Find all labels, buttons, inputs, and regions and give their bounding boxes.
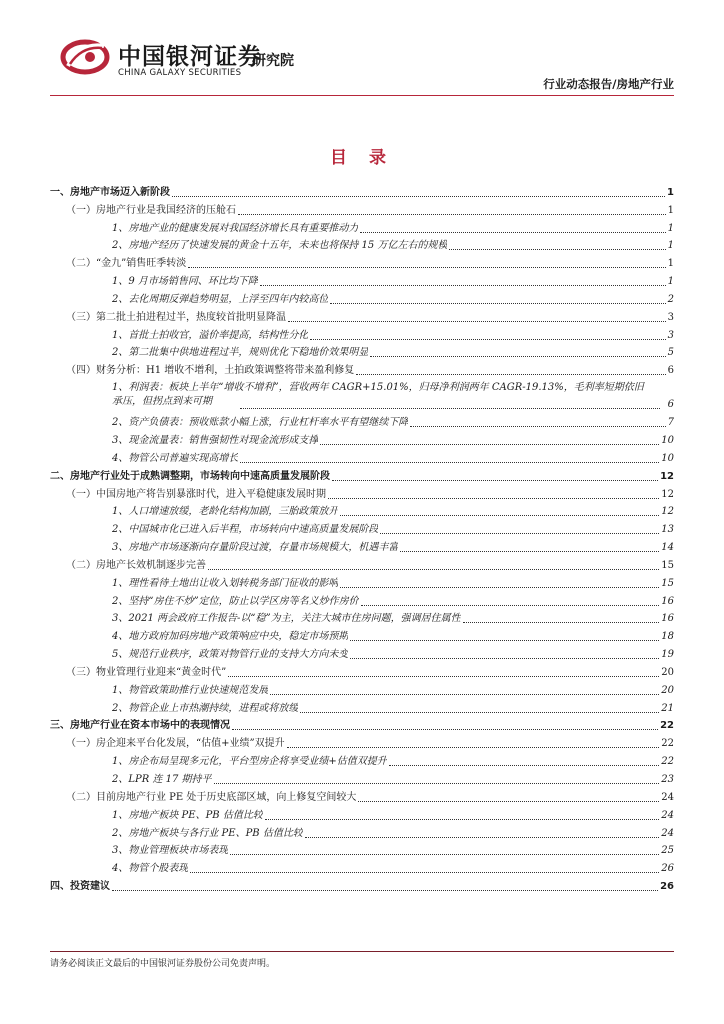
toc-item[interactable] (50, 858, 674, 876)
toc-page-number: 23 (661, 774, 674, 785)
dot-leader (410, 426, 665, 427)
dot-leader (400, 551, 659, 552)
dot-leader (356, 374, 665, 375)
toc-entry-title: 2、LPR 连 17 期持平 (112, 774, 212, 785)
dot-leader (228, 676, 659, 677)
toc-subsection[interactable] (50, 200, 674, 218)
page-header (0, 0, 724, 96)
dot-leader (350, 658, 659, 659)
toc-item[interactable] (50, 236, 674, 254)
toc-item[interactable] (50, 680, 674, 698)
toc-page-number: 24 (661, 791, 674, 803)
toc-page-number: 22 (661, 756, 674, 768)
dot-leader (310, 339, 665, 340)
toc-entry-title: 1、首批土拍收官，溢价率提高，结构性分化 (112, 329, 309, 341)
dot-leader (208, 569, 659, 570)
dot-leader (361, 605, 660, 606)
toc-entry-title: 2、去化周期反弹趋势明显，上浮至四年内较高位 (112, 293, 329, 305)
toc-item[interactable] (50, 805, 674, 823)
toc-page-number: 12 (660, 470, 674, 482)
toc-item[interactable] (50, 591, 674, 609)
toc-page-number: 1 (667, 204, 674, 216)
toc-entry-title: （二）房地产长效机制逐步完善 (66, 559, 206, 571)
toc-page-number: 14 (661, 542, 674, 554)
toc-item[interactable] (50, 343, 674, 361)
toc-subsection[interactable] (50, 484, 674, 502)
toc-entry-title: 四、投资建议 (50, 881, 110, 893)
toc-page-number: 1 (667, 222, 674, 234)
report-type: 行业动态报告/房地产行业 (543, 77, 674, 91)
toc-entry-title: （二）目前房地产行业 PE 处于历史底部区域，向上修复空间较大 (66, 791, 357, 803)
toc-page-number: 10 (661, 452, 674, 464)
toc-entry-title: 二、房地产行业处于成熟调整期，市场转向中速高质量发展阶段 (50, 470, 330, 482)
toc-entry-title: 3、2021 两会政府工作报告-以“稳”为主，关注大城市住房问题，强调居住属性 (112, 613, 461, 625)
toc-entry-title: 1、房地产板块 PE、PB 估值比较 (112, 809, 263, 821)
header-divider (50, 95, 674, 96)
dot-leader (360, 232, 665, 233)
toc-page-number: 16 (661, 613, 674, 625)
toc-page-number: 24 (661, 827, 674, 839)
toc-entry-title: 1、利润表：板块上半年“增收不增利”，营收两年 CAGR+15.01%，归母净利润两年 CAGR-19.13%，毛利率短期依旧承压，但拐点到来可期 (112, 382, 644, 408)
toc-item[interactable] (50, 289, 674, 307)
dot-leader (288, 321, 666, 322)
dot-leader (463, 622, 660, 623)
toc-item[interactable] (50, 609, 674, 627)
toc-page-number: 25 (661, 845, 674, 857)
toc-entry-title: 2、坚持“房住不炒”定位，防止以学区房等名义炒作房价 (112, 595, 359, 607)
toc-page-number: 7 (667, 417, 674, 429)
toc-entry-title: （一）中国房地产将告别暴涨时代，进入平稳健康发展时期 (66, 488, 326, 500)
toc-entry-title: 3、现金流量表：销售强韧性对现金流形成支撑 (112, 434, 319, 446)
toc-entry-title: 1、理性看待土地出让收入划转税务部门征收的影响 (112, 577, 339, 589)
toc-page-number: 24 (661, 809, 674, 821)
toc-subsection[interactable] (50, 253, 674, 271)
toc-entry-title: 1、9 月市场销售同、环比均下降 (112, 276, 258, 288)
dot-leader (188, 267, 665, 268)
toc-entry-title: 2、房地产板块与各行业 PE、PB 估值比较 (112, 827, 303, 839)
toc-subsection[interactable] (50, 555, 674, 573)
dot-leader (214, 783, 660, 784)
dot-leader (300, 712, 659, 713)
toc-item[interactable] (50, 644, 674, 662)
toc-page-number: 18 (661, 631, 674, 643)
toc-page-number: 12 (661, 506, 674, 518)
dot-leader (350, 640, 659, 641)
toc-entry-title: 5、规范行业秩序，政策对物管行业的支持大方向未变 (112, 649, 349, 661)
toc-section[interactable] (50, 716, 674, 734)
toc-item[interactable] (50, 448, 674, 466)
dot-leader (380, 533, 659, 534)
dot-leader (232, 729, 658, 730)
dot-leader (332, 480, 658, 481)
toc-page-number: 10 (661, 434, 674, 446)
dot-leader (370, 356, 665, 357)
toc-entry-title: （四）财务分析：H1 增收不增利，土拍政策调整将带来盈利修复 (66, 365, 355, 377)
toc-page-number: 6 (667, 399, 674, 411)
dot-leader (340, 587, 659, 588)
toc-item[interactable] (50, 519, 674, 537)
toc-item[interactable] (50, 769, 674, 787)
toc-item[interactable] (50, 626, 674, 644)
toc-entry-title: 4、物管个股表现 (112, 863, 189, 875)
dot-leader (265, 819, 659, 820)
toc-item[interactable] (50, 698, 674, 716)
toc-item[interactable] (50, 573, 674, 591)
toc-page-number: 2 (667, 293, 674, 305)
toc-page-number: 1 (667, 258, 674, 270)
dot-leader (389, 765, 660, 766)
dot-leader (330, 303, 665, 304)
toc-page-number: 15 (661, 559, 674, 571)
toc-entry-title: 4、物管公司普遍实现高增长 (112, 452, 239, 464)
division-label: 研究院 (252, 53, 294, 69)
dot-leader (328, 498, 659, 499)
toc-entry-title: 4、地方政府加码房地产政策响应中央，稳定市场预期 (112, 631, 349, 643)
dot-leader (287, 747, 660, 748)
toc-page-number: 26 (661, 863, 674, 875)
toc-entry-title: 2、物管企业上市热潮持续，进程或将放缓 (112, 702, 299, 714)
toc-page-number: 3 (667, 329, 674, 341)
toc-entry-title: 三、房地产行业在资本市场中的表现情况 (50, 720, 230, 732)
toc-page-number: 5 (667, 347, 674, 359)
toc-subsection[interactable] (50, 360, 674, 378)
toc-entry-title: （一）房地产行业是我国经济的压舱石 (66, 204, 236, 216)
toc-page-number: 6 (667, 365, 674, 377)
toc-subsection[interactable] (50, 662, 674, 680)
page-title: 目 录 (330, 148, 394, 168)
toc-subsection[interactable] (50, 733, 674, 751)
toc-entry-title: （三）第二批土拍进程过半，热度较首批明显降温 (66, 311, 286, 323)
toc-item[interactable] (50, 378, 674, 412)
disclaimer-note: 请务必阅读正文最后的中国银河证券股份公司免责声明。 (50, 959, 276, 969)
dot-leader (240, 462, 659, 463)
toc-item[interactable] (50, 502, 674, 520)
toc-item[interactable] (50, 271, 674, 289)
toc-page-number: 22 (660, 720, 674, 732)
toc-entry-title: （三）物业管理行业迎来“黄金时代” (66, 666, 227, 678)
toc-page-number: 15 (661, 577, 674, 589)
toc-item[interactable] (50, 325, 674, 343)
dot-leader (305, 837, 659, 838)
table-of-contents (50, 182, 674, 894)
toc-page-number: 12 (661, 488, 674, 500)
toc-entry-title: 1、房地产业的健康发展对我国经济增长具有重要推动力 (112, 222, 359, 234)
footer-divider (50, 951, 674, 952)
toc-entry-title: 1、房企布局呈现多元化，平台型房企将享受业绩+估值双提升 (112, 756, 387, 768)
toc-page-number: 21 (661, 702, 674, 714)
toc-entry-title: （一）房企迎来平台化发展，“估值+业绩”双提升 (66, 738, 285, 750)
toc-item[interactable] (50, 218, 674, 236)
toc-subsection[interactable] (50, 307, 674, 325)
toc-page-number: 26 (660, 881, 674, 893)
toc-entry-title: 2、第二批集中供地进程过半，规则优化下稳地价效果明显 (112, 347, 369, 359)
dot-leader (172, 196, 665, 197)
toc-page-number: 20 (661, 666, 674, 678)
toc-page-number: 1 (667, 276, 674, 288)
brand-name-en: CHINA GALAXY SECURITIES (118, 68, 242, 78)
galaxy-logo-icon (60, 36, 110, 76)
toc-page-number: 3 (667, 311, 674, 323)
toc-section[interactable] (50, 466, 674, 484)
dot-leader (240, 408, 660, 409)
dot-leader (270, 694, 659, 695)
dot-leader (358, 801, 659, 802)
toc-page-number: 13 (661, 524, 674, 536)
dot-leader (449, 249, 665, 250)
toc-item[interactable] (50, 412, 674, 430)
toc-subsection[interactable] (50, 787, 674, 805)
toc-item[interactable] (50, 537, 674, 555)
dot-leader (190, 872, 659, 873)
dot-leader (320, 444, 659, 445)
brand-name-cn: 中国银河证券 (118, 44, 262, 70)
toc-page-number: 1 (667, 186, 674, 198)
toc-entry-title: 3、房地产市场逐渐向存量阶段过渡，存量市场规模大，机遇丰富 (112, 542, 399, 554)
toc-entry-title: 2、资产负债表：预收账款小幅上涨，行业杠杆率水平有望继续下降 (112, 417, 409, 429)
toc-entry-title: （二）“金九”销售旺季转淡 (66, 258, 187, 270)
toc-item[interactable] (50, 430, 674, 448)
toc-item[interactable] (50, 841, 674, 859)
toc-entry-title: 一、房地产市场迈入新阶段 (50, 186, 170, 198)
toc-page-number: 1 (667, 240, 674, 252)
toc-section[interactable] (50, 876, 674, 894)
dot-leader (260, 285, 666, 286)
toc-page-number: 19 (661, 649, 674, 661)
toc-page-number: 22 (661, 738, 674, 750)
dot-leader (230, 854, 659, 855)
dot-leader (112, 890, 658, 891)
toc-item[interactable] (50, 751, 674, 769)
toc-entry-title: 1、物管政策助推行业快速规范发展 (112, 684, 269, 696)
toc-entry-title: 3、物业管理板块市场表现 (112, 845, 229, 857)
toc-item[interactable] (50, 823, 674, 841)
dot-leader (238, 214, 666, 215)
toc-page-number: 20 (661, 684, 674, 696)
toc-page-number: 16 (661, 595, 674, 607)
toc-entry-title: 2、中国城市化已进入后半程，市场转向中速高质量发展阶段 (112, 524, 379, 536)
toc-entry-title: 1、人口增速放缓，老龄化结构加剧，三胎政策放开 (112, 506, 339, 518)
toc-section[interactable] (50, 182, 674, 200)
dot-leader (340, 515, 659, 516)
toc-entry-title: 2、房地产经历了快速发展的黄金十五年，未来也将保持 15 万亿左右的规模 (112, 240, 448, 252)
